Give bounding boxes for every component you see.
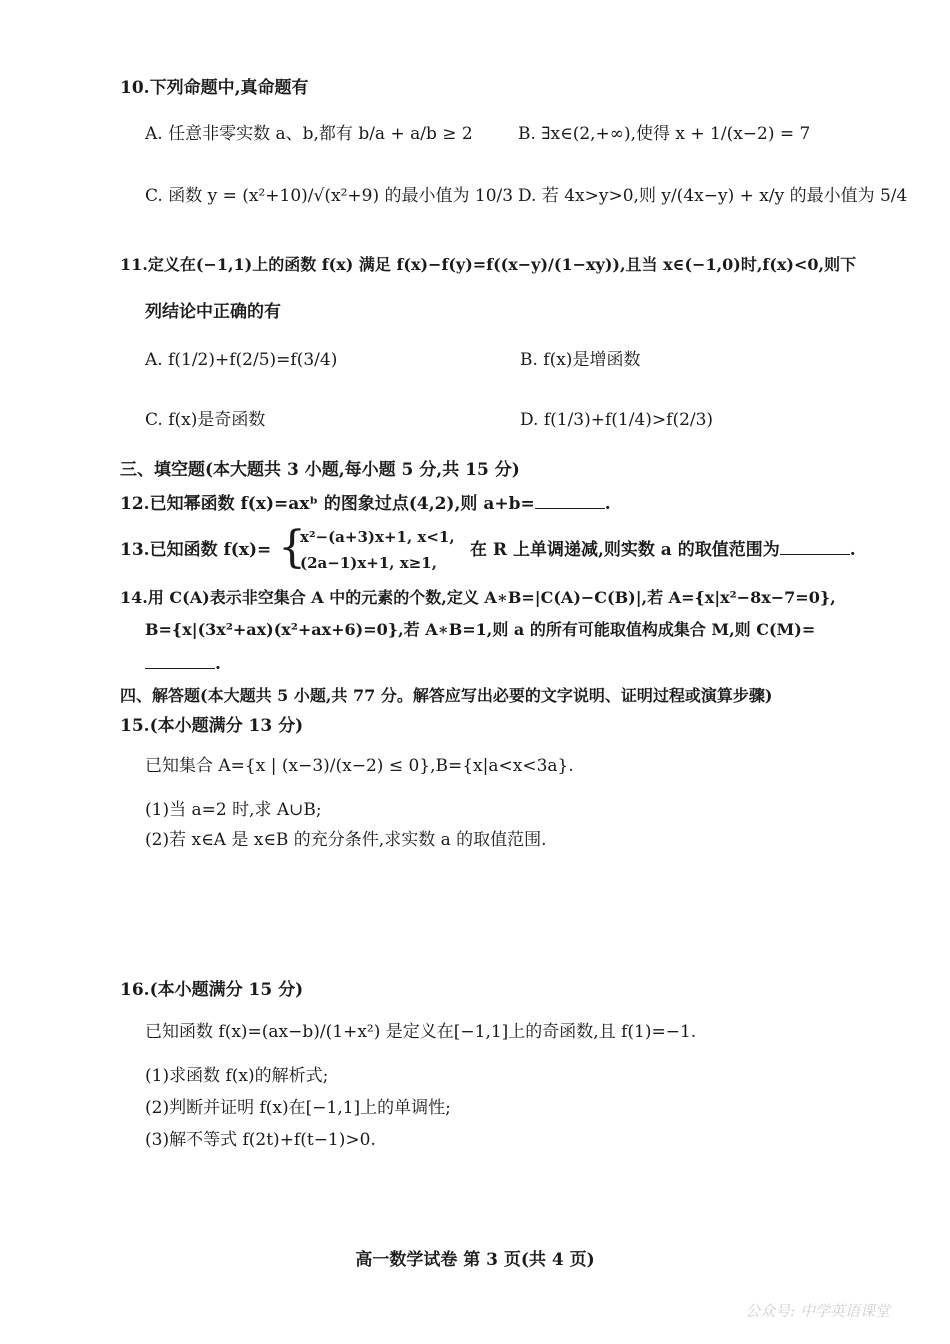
q16-part1: (1)求函数 f(x)的解析式; bbox=[145, 1066, 329, 1086]
q13-answer-blank bbox=[780, 540, 850, 555]
q14-end: . bbox=[215, 654, 221, 674]
q13-tail bbox=[470, 540, 856, 560]
q13-piece2: (2a−1)x+1, x≥1, bbox=[300, 554, 437, 572]
q10-option-a: A. 任意非零实数 a、b,都有 b/a + a/b ≥ 2 bbox=[145, 124, 473, 144]
q13-lead: 13.已知函数 f(x)= bbox=[120, 540, 272, 560]
watermark: 公众号: 中学英语课堂 bbox=[745, 1302, 890, 1320]
q15-given: 已知集合 A={x | (x−3)/(x−2) ≤ 0},B={x|a<x<3a}. bbox=[145, 756, 574, 776]
q15-part2: (2)若 x∈A 是 x∈B 的充分条件,求实数 a 的取值范围. bbox=[145, 830, 547, 850]
q10-option-c: C. 函数 y = (x²+10)/√(x²+9) 的最小值为 10/3 bbox=[145, 186, 514, 206]
q14-line2: B={x|(3x²+ax)(x²+ax+6)=0},若 A∗B=1,则 a 的所有可能取值构成集合 M,则 C(M)= bbox=[145, 620, 816, 639]
q15-heading: 15.(本小题满分 13 分) bbox=[120, 716, 304, 736]
q10-option-b: B. ∃x∈(2,+∞),使得 x + 1/(x−2) = 7 bbox=[518, 124, 811, 144]
q14-answer-blank bbox=[145, 654, 215, 669]
q11-option-b: B. f(x)是增函数 bbox=[520, 350, 641, 370]
q10-stem: 10.下列命题中,真命题有 bbox=[120, 78, 309, 98]
page-footer: 高一数学试卷 第 3 页(共 4 页) bbox=[355, 1250, 595, 1270]
q11-stem-line1: 11.定义在(−1,1)上的函数 f(x) 满足 f(x)−f(y)=f((x−y)/(1−xy)),且当 x∈(−1,0)时,f(x)<0,则下 bbox=[120, 255, 857, 274]
q16-given: 已知函数 f(x)=(ax−b)/(1+x²) 是定义在[−1,1]上的奇函数,且 f(1)=−1. bbox=[145, 1022, 697, 1042]
q12 bbox=[120, 494, 611, 514]
q11-option-c: C. f(x)是奇函数 bbox=[145, 410, 266, 430]
q11-stem-line2: 列结论中正确的有 bbox=[145, 302, 281, 322]
q11-option-a: A. f(1/2)+f(2/5)=f(3/4) bbox=[145, 350, 338, 370]
q14-answer-line bbox=[145, 654, 221, 674]
section-3-heading: 三、填空题(本大题共 3 小题,每小题 5 分,共 15 分) bbox=[120, 460, 520, 480]
q11-option-d: D. f(1/3)+f(1/4)>f(2/3) bbox=[520, 410, 714, 430]
q12-answer-blank bbox=[535, 494, 605, 509]
q12-end: . bbox=[604, 494, 611, 514]
q13-tail-text: 在 R 上单调递减,则实数 a 的取值范围为 bbox=[470, 540, 780, 560]
q13-piece1: x²−(a+3)x+1, x<1, bbox=[300, 528, 455, 546]
q16-part3: (3)解不等式 f(2t)+f(t−1)>0. bbox=[145, 1130, 376, 1150]
q10-option-d: D. 若 4x>y>0,则 y/(4x−y) + x/y 的最小值为 5/4 bbox=[518, 186, 908, 206]
section-4-heading: 四、解答题(本大题共 5 小题,共 77 分。解答应写出必要的文字说明、证明过程或演算步骤) bbox=[120, 686, 773, 705]
q16-part2: (2)判断并证明 f(x)在[−1,1]上的单调性; bbox=[145, 1098, 451, 1118]
q15-part1: (1)当 a=2 时,求 A∪B; bbox=[145, 800, 322, 820]
q13-brace: { bbox=[278, 522, 306, 573]
q12-text: 12.已知幂函数 f(x)=axᵇ 的图象过点(4,2),则 a+b= bbox=[120, 494, 535, 514]
q16-heading: 16.(本小题满分 15 分) bbox=[120, 980, 304, 1000]
q13-end: . bbox=[849, 540, 856, 560]
q14-line1: 14.用 C(A)表示非空集合 A 中的元素的个数,定义 A∗B=|C(A)−C(B)|,若 A={x|x²−8x−7=0}, bbox=[120, 588, 836, 607]
